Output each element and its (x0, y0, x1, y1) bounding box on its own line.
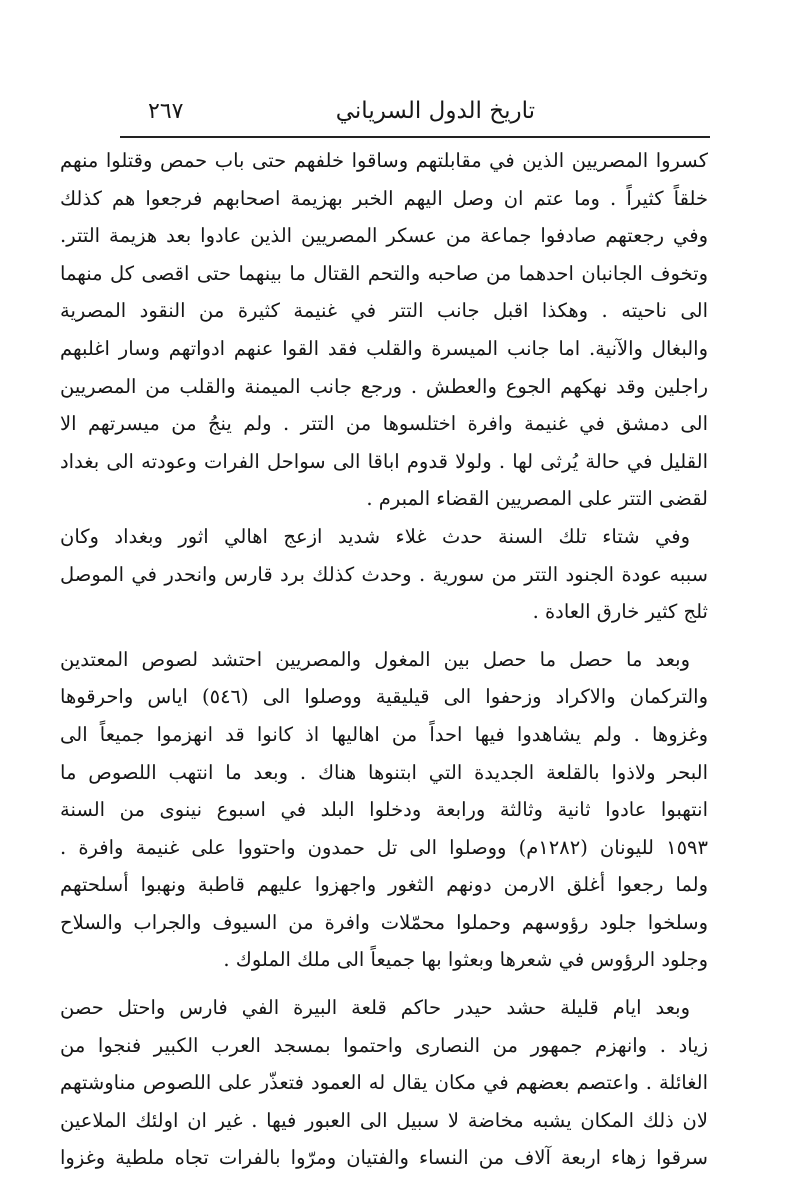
text-line: وفي رجعتهم صادفوا جماعة من عسكر المصريين الذين عادوا بعد هزيمة التتر. (60, 224, 708, 248)
text-line: ١٥٩٣ لليونان (١٢٨٢م) ووصلوا الى تل حمدون واحتووا على غنيمة وافرة . (60, 835, 708, 859)
text-line: وتخوف الجانبان احدهما من صاحبه والتحم القتال ما بينهما حتى اقصى كل منهما (60, 261, 708, 285)
paragraph-gap (60, 631, 708, 641)
text-line: زياد . وانهزم جمهور من النصارى واحتموا بمسجد العرب الكبير فنجوا من (60, 1033, 708, 1057)
text-line: وفي شتاء تلك السنة حدث غلاء شديد ازعج اهالي اثور وبغداد وكان (60, 524, 690, 548)
text-line: الى دمشق في غنيمة وافرة اختلسوها من التتر . ولم ينجُ من ميسرتهم الا (60, 412, 708, 436)
text-line: سببه عودة الجنود التتر من سورية . وحدث كذلك برد قارس وانحدر في الموصل (60, 562, 708, 586)
paragraph-gap (60, 979, 708, 989)
text-line: لقضى التتر على المصريين القضاء المبرم . (366, 487, 708, 511)
text-line: وغزوها . ولم يشاهدوا فيها احداً من اهاليها اذ كانوا قد انهزموا جميعاً الى (60, 722, 708, 746)
body-text (60, 142, 708, 1177)
text-line: وبعد ايام قليلة حشد حيدر حاكم قلعة البيرة الفي فارس واحتل حصن (60, 996, 690, 1020)
running-title: تاريخ الدول السرياني (335, 98, 535, 124)
text-line: وسلخوا جلود رؤوسهم وحملوا محمّلات وافرة من السيوف والجراب والسلاح (60, 910, 708, 934)
text-line: راجلين وقد نهكهم الجوع والعطش . ورجع جانب الميمنة والقلب من المصريين (60, 374, 708, 398)
text-line: الغائلة . واعتصم بعضهم في مكان يقال له العمود فتعذّر على اللصوص مناوشتهم (60, 1071, 708, 1095)
text-line: انتهبوا عادوا ثانية وثالثة ورابعة ودخلوا البلد في اسبوع نينوى من السنة (60, 798, 708, 822)
text-line: كسروا المصريين الذين في مقابلتهم وساقوا خلفهم حتى باب حمص وقتلوا منهم (60, 149, 708, 172)
text-line: والبغال والآنية. اما جانب الميسرة والقلب فقد القوا عنهم ادواتهم وسار اغلبهم (60, 336, 708, 360)
paragraph (60, 641, 708, 979)
page-number: ٢٦٧ (148, 99, 184, 124)
text-line: ثلج كثير خارق العادة . (532, 600, 708, 624)
text-line: القليل في حالة يُرثى لها . ولولا قدوم اباقا الى سواحل الفرات وعودته الى بغداد (60, 449, 708, 473)
paragraph (60, 142, 708, 518)
text-line: خلقاً كثيراً . وما عتم ان وصل اليهم الخبر بهزيمة اصحابهم فرجعوا هم كذلك (60, 186, 708, 210)
text-line: وجلود الرؤوس في شعرها وبعثوا بها جميعاً الى ملك الملوك . (223, 948, 708, 972)
header-rule (120, 136, 710, 138)
text-line: الى ناحيته . وهكذا اقبل جانب التتر في غنيمة كثيرة من النقود المصرية (60, 299, 708, 323)
text-line: ولما رجعوا أغلق الارمن دونهم الثغور واجهزوا عليهم قاطبة ونهبوا أسلحتهم (60, 873, 708, 897)
page-header (120, 92, 695, 132)
text-line: والتركمان والاكراد وزحفوا الى قيليقية ووصلوا الى (٥٤٦) اياس واحرقوها (60, 685, 708, 709)
text-line: سرقوا زهاء اربعة آلاف من النساء والفتيان ومرّوا بالفرات تجاه ملطية وغزوا (60, 1146, 708, 1170)
text-line: لان ذلك المكان يشبه مخاضة لا سبيل الى العبور فيها . غير ان اولئك الملاعين (60, 1108, 708, 1132)
paragraph (60, 989, 708, 1177)
text-line: وبعد ما حصل ما حصل بين المغول والمصريين احتشد لصوص المعتدين (60, 647, 690, 671)
text-line: البحر ولاذوا بالقلعة الجديدة التي ابتنوها هناك . وبعد ما انتهب اللصوص ما (60, 760, 708, 784)
paragraph (60, 518, 708, 631)
